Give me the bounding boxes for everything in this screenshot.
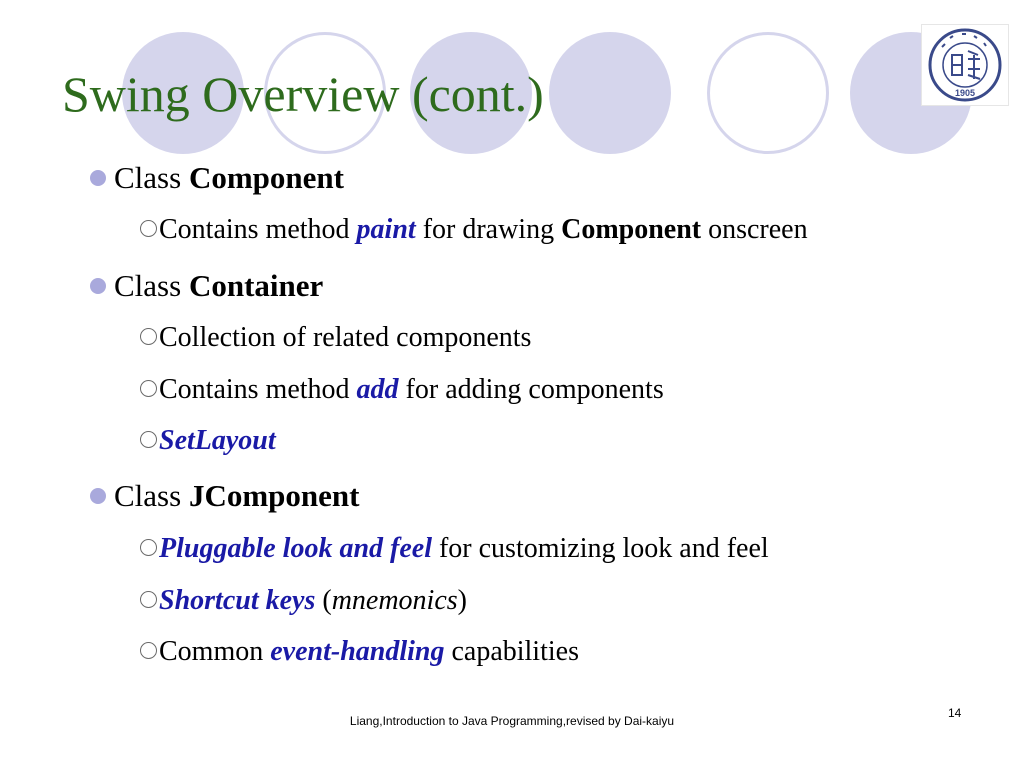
hollow-bullet-icon (140, 220, 157, 237)
sub-bullet-pluggable: Pluggable look and feel for customizing look and feel (140, 535, 769, 563)
hollow-bullet-icon (140, 328, 157, 345)
hollow-bullet-icon (140, 380, 157, 397)
hollow-bullet-icon (140, 431, 157, 448)
filled-bullet-icon (90, 488, 106, 504)
slide-title: Swing Overview (cont.) (62, 66, 544, 122)
sub-bullet-paint: Contains method paint for drawing Component onscreen (140, 216, 808, 244)
hollow-bullet-icon (140, 642, 157, 659)
bullet-class-container: Class Container (90, 270, 323, 301)
hollow-bullet-icon (140, 591, 157, 608)
bullet-class-jcomponent: Class JComponent (90, 480, 359, 511)
filled-bullet-icon (90, 278, 106, 294)
bullet-class-component: Class Component (90, 162, 344, 193)
slide-footer: Liang,Introduction to Java Programming,revised by Dai-kaiyu (349, 714, 675, 728)
filled-bullet-icon (90, 170, 106, 186)
sub-bullet-collection: Collection of related components (140, 324, 531, 352)
page-number: 14 (948, 706, 962, 720)
sub-bullet-event-handling: Common event-handling capabilities (140, 638, 579, 666)
sub-bullet-setlayout: SetLayout (140, 427, 276, 455)
sub-bullet-add: Contains method add for adding components (140, 376, 664, 404)
logo-year: 1905 (954, 88, 976, 98)
sub-bullet-shortcut: Shortcut keys (mnemonics) (140, 587, 467, 615)
hollow-bullet-icon (140, 539, 157, 556)
